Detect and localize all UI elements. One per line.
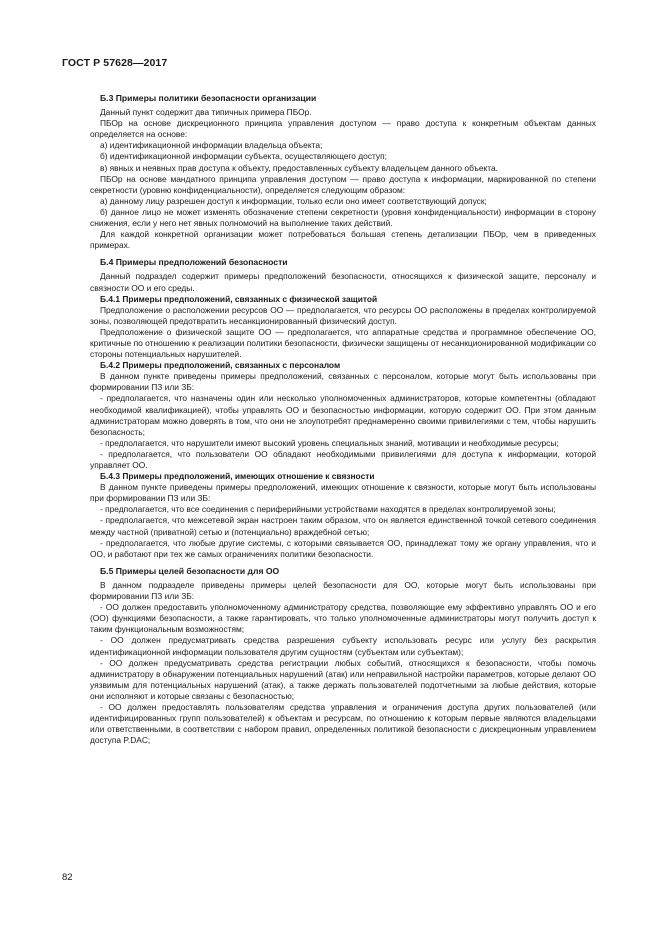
document-standard-header: ГОСТ Р 57628—2017 [62,57,168,69]
list-item: - предполагается, что нарушители имеют высокий уровень специальных знаний, мотивации и необходимые ресурсы; [100,437,559,448]
list-item: а) данному лицу разрешен доступ к информации, только если оно имеет соответствующий допуск; [100,195,487,206]
document-body [90,93,596,746]
section-title-b3: Б.3 Примеры политики безопасности организации [100,93,317,103]
page-number: 82 [62,872,73,883]
paragraph: Данный подраздел содержит примеры предположений безопасности, относящихся к физической защите, персоналу и связности ОО и его среды. [90,271,596,293]
list-item: - ОО должен предусматривать средства разрешения субъекту использовать ресурс или услугу без раскрытия идентификационной информации пользователя другим сущностям (субъектам или субъектам); [90,635,596,657]
subsection-title-b43: Б.4.3 Примеры предположений, имеющих отношение к связности [100,471,375,482]
list-item: - ОО должен предусматривать средства регистрации любых событий, относящихся к безопасности, чтобы помочь администратору в обнаружении потенциальных нарушений (атак) или неправильной настройки параметров, которые делают ОО уязвимым для потенциальных нарушений (атак), а также держать пользователей подотчетными за любые действия, которые они исполняют и которые связаны с безопасностью; [90,657,596,701]
section-title-b4: Б.4 Примеры предположений безопасности [100,257,288,268]
paragraph: Предположение о физической защите ОО — предполагается, что аппаратные средства и программное обеспечение ОО, критичные по отношению к реализации политики безопасности, физически защищены от несанкционированной модификации со стороны потенциальных нарушителей. [90,326,596,360]
list-item: в) явных и неявных прав доступа к объекту, предоставленных субъекту владельцем данного объекта. [100,162,498,173]
list-item: а) идентификационной информации владельца объекта; [100,140,323,151]
subsection-title-b41: Б.4.1 Примеры предположений, связанных с физической защитой [100,293,378,304]
paragraph: В данном подразделе приведены примеры целей безопасности для ОО, которые могут быть использованы при формировании ПЗ или ЗБ: [90,579,596,602]
paragraph: В данном пункте приведены примеры предположений, имеющих отношение к связности, которые могут быть использованы при формировании ПЗ или ЗБ: [90,482,596,504]
list-item: - ОО должен предоставить уполномоченному администратору средства, позволяющие ему эффективно управлять ОО и его (ОО) функциями безопасности, а также гарантировать, что только уполномоченные администраторы могут получить доступ к таким функциональным возможностям; [90,602,596,635]
section-title-b5: Б.5 Примеры целей безопасности для ОО [100,565,280,576]
paragraph: Предположение о расположении ресурсов ОО — предполагается, что ресурсы ОО расположены в пределах контролируемой зоны, позволяющей предотвратить несанкционированный физический доступ. [90,304,596,326]
list-item: - предполагается, что все соединения с периферийными устройствами находятся в пределах контролируемой зоны; [100,504,556,515]
paragraph: Для каждой конкретной организации может потребоваться большая степень детализации ПБОр, чем в приведенных примерах. [90,229,596,251]
paragraph: ПБОр на основе дискреционного принципа управления доступом — право доступа к конкретным объектам данных определяется на основе: [90,118,596,140]
list-item: б) данное лицо не может изменять обозначение степени секретности (уровня конфиденциальности) информации в сторону снижения, если у него нет явных полномочий на выполнение таких действий. [90,206,596,229]
list-item: - предполагается, что любые другие системы, с которыми связывается ОО, принадлежат тому же органу управления, что и ОО, и работают при тех же самых ограничениях политики безопасности. [90,537,596,559]
list-item: - ОО должен предоставлять пользователям средства управления и ограничения доступа других пользователей (или идентифицированных групп пользователей) к объектам и ресурсам, по отношению к которым первые являются владельцами или ответственными, в соответствии с набором правил, определенных политикой безопасности с дискреционным управлением доступа P.DAC; [90,701,596,746]
subsection-title-b42: Б.4.2 Примеры предположений, связанных с персоналом [100,360,341,371]
list-item: - предполагается, что назначены один или несколько уполномоченных администраторов, которые компетентны (обладают необходимой квалификацией), чтобы управлять ОО и безопасностью информации, которую содержит ОО. При этом данным администраторам можно доверять в том, что они не злоупотребят преднамеренно своими привилегиями с тем, чтобы нарушить безопасность; [90,393,596,437]
list-item: - предполагается, что межсетевой экран настроен таким образом, что он является единственной точкой сетевого соединения между частной (приватной) сетью и (потенциально) враждебной сетью; [90,515,596,537]
list-item: б) идентификационной информации субъекта, осуществляющего доступ; [100,151,387,162]
list-item: - предполагается, что пользователи ОО обладают необходимыми привилегиями для доступа к информации, которой управляет ОО. [90,448,596,470]
paragraph: В данном пункте приведены примеры предположений, связанных с персоналом, которые могут быть использованы при формировании ПЗ или ЗБ: [90,371,596,393]
paragraph: ПБОр на основе мандатного принципа управления доступом — право доступа к информации, маркированной по степени секретности (уровню конфиденциальности), определяется следующим образом: [90,173,596,195]
paragraph: Данный пункт содержит два типичных примера ПБОр. [100,107,312,118]
